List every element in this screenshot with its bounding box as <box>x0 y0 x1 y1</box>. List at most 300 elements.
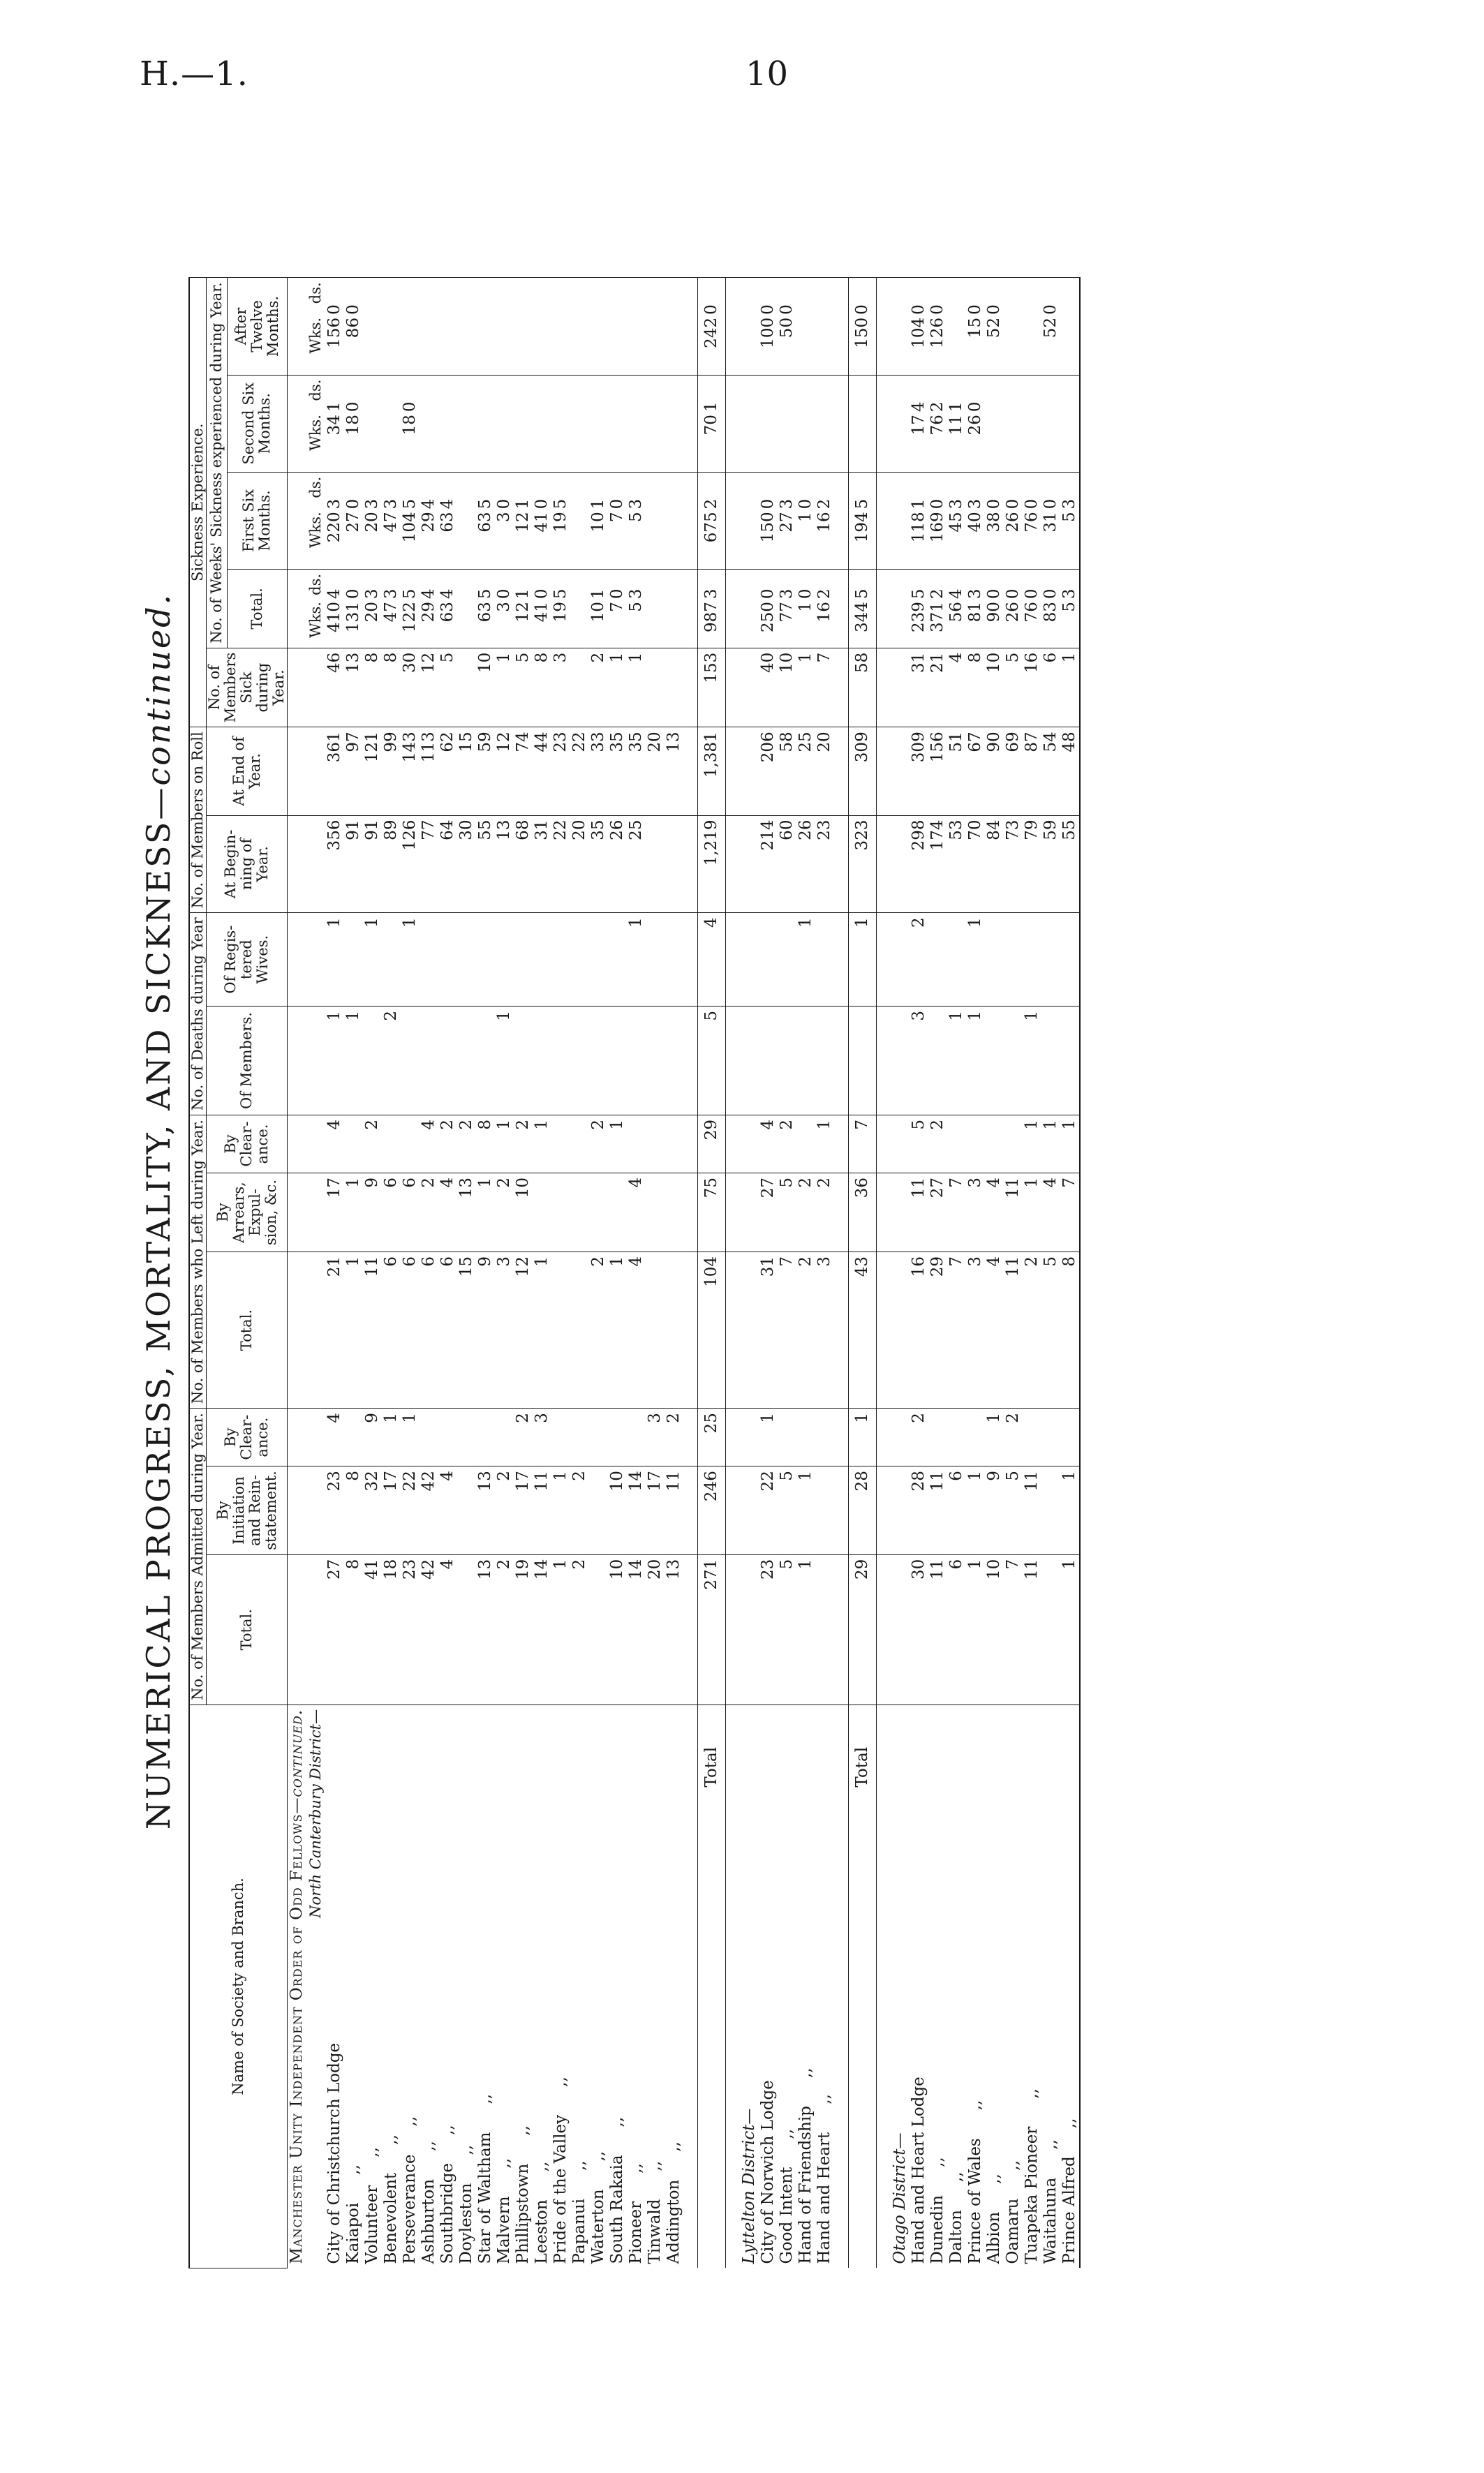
table-cell: 21 <box>928 648 947 727</box>
table-cell: 5 <box>551 569 570 600</box>
table-cell <box>589 1409 608 1466</box>
table-cell: 20 <box>363 600 382 648</box>
table-row <box>457 278 476 2268</box>
table-cell <box>646 648 665 727</box>
table-cell: 17 <box>382 1466 401 1555</box>
table-cell: 26 <box>1004 510 1023 569</box>
table-cell <box>627 375 646 413</box>
table-cell: 7 <box>1060 1173 1080 1252</box>
table-cell <box>665 278 683 316</box>
table-cell: 1 <box>1023 1173 1041 1252</box>
table-row <box>476 278 495 2268</box>
table-cell: 27 <box>759 1173 778 1252</box>
table-cell: 35 <box>627 727 646 815</box>
table-cell: 1 <box>514 472 533 510</box>
table-cell: 1 <box>849 913 877 1007</box>
table-cell: 27 <box>778 510 796 569</box>
table-cell: 2 <box>928 1115 947 1173</box>
table-cell: 4 <box>759 1115 778 1173</box>
table-cell <box>570 1173 589 1252</box>
table-cell: 22 <box>759 1466 778 1555</box>
table-cell <box>457 375 476 413</box>
branch-label: Total <box>853 1746 871 1788</box>
table-cell <box>608 316 627 375</box>
unit-wks: Wks. <box>306 600 325 648</box>
ditto-mark: ,, <box>928 2157 947 2167</box>
table-cell: 76 <box>1023 510 1041 569</box>
ditto-mark: ,, <box>985 2174 1003 2184</box>
table-cell <box>363 375 382 413</box>
col-admitted-init: By Initiation and Rein-statement. <box>207 1466 288 1555</box>
table-cell <box>514 278 533 316</box>
table-cell: 13 <box>344 648 363 727</box>
table-cell: 29 <box>420 510 438 569</box>
table-cell: 126 <box>928 316 947 375</box>
table-cell: 3 <box>551 648 570 727</box>
table-cell: 5 <box>1004 648 1023 727</box>
table-cell: 23 <box>551 727 570 815</box>
table-cell: 121 <box>363 727 382 815</box>
branch-label: Total <box>702 1746 720 1788</box>
table-cell <box>570 600 589 648</box>
table-cell: 59 <box>1041 815 1060 913</box>
table-cell <box>551 316 570 375</box>
table-cell: 3 <box>382 472 401 510</box>
table-cell: 23 <box>815 815 834 913</box>
ditto-mark: ,, <box>815 2094 833 2104</box>
table-cell: 5 <box>849 472 877 510</box>
table-cell <box>495 278 514 316</box>
total-row-north-canterbury <box>698 278 726 2268</box>
table-cell: 11 <box>1023 1554 1041 1705</box>
table-cell: 30 <box>457 815 476 913</box>
table-cell: 7 <box>1004 1554 1023 1705</box>
table-cell <box>646 815 665 913</box>
table-cell: 2 <box>815 569 834 600</box>
table-cell: 0 <box>1041 278 1060 316</box>
table-cell <box>457 413 476 472</box>
table-row <box>344 278 363 2268</box>
district-heading: Lyttelton District— <box>740 1705 759 2268</box>
table-cell <box>985 913 1004 1007</box>
branch-label: Hand of Friendship <box>796 2106 815 2264</box>
table-cell <box>495 375 514 413</box>
table-cell: 1 <box>698 375 726 413</box>
table-cell <box>551 375 570 413</box>
table-cell: 410 <box>325 600 344 648</box>
table-cell: 70 <box>698 413 726 472</box>
table-cell: 7 <box>608 600 627 648</box>
ditto-mark: ,, <box>401 2116 419 2127</box>
table-cell: 5 <box>778 1554 796 1705</box>
table-cell: 5 <box>476 472 495 510</box>
col-deaths-members: Of Members. <box>207 1007 288 1115</box>
table-cell: 17 <box>646 1466 665 1555</box>
table-cell <box>608 375 627 413</box>
branch-name <box>551 1705 570 2268</box>
col-left-group: No. of Members who Left during Year. <box>189 1115 207 1409</box>
table-cell: 1 <box>796 1466 815 1555</box>
table-cell: 2 <box>495 1466 514 1555</box>
table-cell: 246 <box>698 1466 726 1555</box>
table-cell: 5 <box>1041 1252 1060 1409</box>
table-cell: 1 <box>533 1252 551 1409</box>
table-cell: 13 <box>476 1466 495 1555</box>
branch-label: Star of Waltham <box>476 2132 494 2264</box>
district-heading-row-otago <box>891 278 910 2268</box>
table-cell <box>344 913 363 1007</box>
table-cell: 5 <box>438 648 457 727</box>
branch-label: Benevolent <box>382 2172 400 2264</box>
table-cell: 14 <box>627 1466 646 1555</box>
table-row <box>551 278 570 2268</box>
table-cell: 675 <box>698 510 726 569</box>
table-cell: 1 <box>344 1007 363 1115</box>
branch-label: City of Christchurch Lodge <box>325 2042 343 2264</box>
table-cell: 74 <box>514 727 533 815</box>
branch-name <box>778 1705 796 2268</box>
table-cell: 42 <box>420 1466 438 1555</box>
table-cell: 8 <box>1060 1252 1080 1409</box>
branch-label: Hand and Heart Lodge <box>910 2077 928 2264</box>
table-cell <box>665 648 683 727</box>
table-cell <box>966 1409 985 1466</box>
table-cell: 10 <box>985 648 1004 727</box>
table-cell <box>778 913 796 1007</box>
table-cell <box>665 600 683 648</box>
table-cell <box>928 913 947 1007</box>
table-cell: 29 <box>420 600 438 648</box>
table-cell: 5 <box>627 510 646 569</box>
table-cell: 0 <box>966 278 985 316</box>
table-cell: 27 <box>928 1173 947 1252</box>
table-cell <box>646 1007 665 1115</box>
table-cell <box>627 1007 646 1115</box>
table-cell <box>457 1007 476 1115</box>
table-cell: 5 <box>778 1173 796 1252</box>
table-cell: 89 <box>382 815 401 913</box>
table-cell <box>665 815 683 913</box>
table-cell: 6 <box>401 1252 420 1409</box>
table-cell <box>589 1554 608 1705</box>
table-cell: 13 <box>476 1554 495 1705</box>
table-cell <box>589 316 608 375</box>
table-cell: 1 <box>985 1409 1004 1466</box>
table-cell: 1 <box>627 913 646 1007</box>
table-cell: 40 <box>966 510 985 569</box>
table-cell: 29 <box>849 1554 877 1705</box>
col-weeks-total: Total. <box>227 569 287 648</box>
table-cell: 1 <box>551 1466 570 1555</box>
table-cell: 10 <box>985 1554 1004 1705</box>
table-cell: 43 <box>849 1252 877 1409</box>
branch-name <box>665 1705 683 2268</box>
table-cell: 987 <box>698 600 726 648</box>
table-cell: 6 <box>420 1252 438 1409</box>
table-cell: 68 <box>514 815 533 913</box>
table-cell: 1 <box>363 913 382 1007</box>
table-cell: 83 <box>1041 600 1060 648</box>
table-cell <box>966 1115 985 1173</box>
table-cell: 15 <box>457 727 476 815</box>
table-cell <box>1004 278 1023 316</box>
table-cell <box>401 1007 420 1115</box>
branch-name <box>401 1705 420 2268</box>
col-sick-members: No. of Members Sick during Year. <box>207 648 288 727</box>
table-cell <box>646 510 665 569</box>
table-cell <box>570 1252 589 1409</box>
table-cell <box>627 413 646 472</box>
table-cell <box>1041 913 1060 1007</box>
table-cell <box>1023 413 1041 472</box>
branch-name <box>646 1705 665 2268</box>
table-cell: 10 <box>778 648 796 727</box>
table-cell <box>1060 278 1080 316</box>
branch-label: Perseverance <box>401 2154 419 2264</box>
table-cell <box>344 1409 363 1466</box>
table-cell <box>608 913 627 1007</box>
table-cell <box>589 913 608 1007</box>
table-cell <box>533 1173 551 1252</box>
table-cell: 10 <box>608 1554 627 1705</box>
spacer-row <box>726 278 741 2268</box>
table-cell: 0 <box>344 569 363 600</box>
table-cell <box>646 472 665 510</box>
table-cell: 1 <box>608 1115 627 1173</box>
table-cell: 3 <box>966 569 985 600</box>
table-cell: 3 <box>363 569 382 600</box>
table-cell: 6 <box>1041 648 1060 727</box>
table-cell: 0 <box>495 569 514 600</box>
branch-label: Pride of the Valley <box>551 2114 570 2264</box>
col-roll-group: No. of Members on Roll <box>189 727 207 913</box>
table-cell: 323 <box>849 815 877 913</box>
table-cell <box>382 913 401 1007</box>
report-code: H.—1. <box>140 54 248 94</box>
ditto-mark: ,, <box>1060 2118 1078 2129</box>
ditto-mark: ,, <box>627 2163 645 2174</box>
table-cell <box>778 413 796 472</box>
table-cell <box>1023 278 1041 316</box>
branch-label: Malvern <box>495 2196 513 2264</box>
table-cell: 5 <box>551 472 570 510</box>
table-row <box>570 278 589 2268</box>
table-cell: 2 <box>1023 1252 1041 1409</box>
table-cell: 0 <box>985 278 1004 316</box>
table-cell <box>514 413 533 472</box>
table-cell: 79 <box>1023 815 1041 913</box>
branch-name <box>1023 1705 1041 2268</box>
table-cell: 2 <box>928 569 947 600</box>
table-cell <box>646 1115 665 1173</box>
table-cell <box>438 1409 457 1466</box>
table-cell: 3 <box>910 1007 928 1115</box>
table-cell <box>646 413 665 472</box>
table-cell: 7 <box>778 1252 796 1409</box>
table-cell: 25 <box>796 727 815 815</box>
units-row <box>306 278 325 2268</box>
table-cell <box>796 1409 815 1466</box>
table-cell: 6 <box>947 1466 966 1555</box>
table-cell <box>570 1007 589 1115</box>
total-label <box>849 1705 877 2268</box>
table-cell <box>778 375 796 413</box>
table-cell: 11 <box>1004 1173 1023 1252</box>
table-cell: 1 <box>966 1466 985 1555</box>
table-cell: 12 <box>420 648 438 727</box>
table-cell <box>608 278 627 316</box>
table-cell: 153 <box>698 648 726 727</box>
table-cell: 0 <box>1041 569 1060 600</box>
table-cell <box>759 413 778 472</box>
branch-name <box>759 1705 778 2268</box>
table-cell: 0 <box>928 472 947 510</box>
table-cell <box>570 472 589 510</box>
society-continued: continued. <box>288 1709 306 1797</box>
table-cell: 1 <box>1060 1554 1080 1705</box>
table-cell: 122 <box>401 600 420 648</box>
table-cell: 28 <box>849 1466 877 1555</box>
table-cell <box>420 913 438 1007</box>
col-left-arrears: By Arrears, Expul-sion, &c. <box>207 1173 288 1252</box>
table-cell: 4 <box>438 1466 457 1555</box>
table-cell: 2 <box>589 648 608 727</box>
table-cell <box>382 278 401 316</box>
ditto-mark: ,, <box>570 2160 588 2171</box>
table-cell <box>570 1115 589 1173</box>
table-cell <box>570 569 589 600</box>
table-cell <box>665 375 683 413</box>
table-cell: 4 <box>947 569 966 600</box>
spacer-row <box>877 278 891 2268</box>
table-cell <box>401 1115 420 1173</box>
table-cell <box>551 413 570 472</box>
table-cell: 6 <box>438 1252 457 1409</box>
table-cell: 29 <box>698 1115 726 1173</box>
table-cell: 4 <box>698 913 726 1007</box>
col-weeks-second: Second Six Months. <box>227 375 287 472</box>
table-cell: 11 <box>910 1173 928 1252</box>
table-cell: 1 <box>514 569 533 600</box>
table-cell <box>551 1007 570 1115</box>
table-cell: 23 <box>759 1554 778 1705</box>
table-cell <box>815 1409 834 1466</box>
table-cell: 5 <box>1060 600 1080 648</box>
table-cell: 2 <box>382 1007 401 1115</box>
rotated-page-content <box>140 133 1431 2289</box>
table-cell: 8 <box>363 648 382 727</box>
table-cell: 26 <box>966 413 985 472</box>
table-cell <box>1004 1007 1023 1115</box>
table-cell: 56 <box>947 600 966 648</box>
table-cell: 1 <box>382 1409 401 1466</box>
table-cell <box>665 316 683 375</box>
table-cell: 63 <box>476 510 495 569</box>
table-cell: 11 <box>1004 1252 1023 1409</box>
table-cell: 2 <box>570 1554 589 1705</box>
table-cell: 1 <box>849 1409 877 1466</box>
district-heading-north-canterbury: North Canterbury District— <box>306 1705 325 2268</box>
table-cell: 27 <box>325 1554 344 1705</box>
branch-label: Prince Alfred <box>1060 2156 1078 2264</box>
table-cell: 5 <box>698 1007 726 1115</box>
spacer-row <box>683 278 698 2268</box>
table-cell <box>646 1252 665 1409</box>
table-cell: 58 <box>778 727 796 815</box>
table-cell <box>1041 1409 1060 1466</box>
table-cell: 16 <box>910 1252 928 1409</box>
table-cell: 46 <box>325 648 344 727</box>
table-cell <box>928 1409 947 1466</box>
table-cell <box>665 1115 683 1173</box>
branch-name <box>966 1705 985 2268</box>
table-cell: 75 <box>698 1173 726 1252</box>
table-cell: 0 <box>698 278 726 316</box>
table-cell <box>495 316 514 375</box>
table-cell: 1 <box>401 1409 420 1466</box>
table-cell: 126 <box>401 815 420 913</box>
table-cell <box>589 1173 608 1252</box>
table-cell <box>665 413 683 472</box>
table-cell <box>570 316 589 375</box>
table-cell <box>985 413 1004 472</box>
total-label <box>698 1705 726 2268</box>
table-row <box>1023 278 1041 2268</box>
table-cell <box>363 316 382 375</box>
table-cell: 0 <box>608 569 627 600</box>
table-cell: 55 <box>1060 815 1080 913</box>
table-cell: 8 <box>344 1554 363 1705</box>
table-cell: 7 <box>849 1115 877 1173</box>
table-cell <box>849 1007 877 1115</box>
table-cell: 11 <box>363 1252 382 1409</box>
table-cell <box>476 1007 495 1115</box>
table-cell <box>551 913 570 1007</box>
table-cell: 20 <box>646 727 665 815</box>
table-cell: 3 <box>966 1173 985 1252</box>
table-cell: 53 <box>947 815 966 913</box>
table-cell <box>551 278 570 316</box>
table-cell: 22 <box>551 815 570 913</box>
table-row <box>363 278 382 2268</box>
table-cell: 7 <box>947 1252 966 1409</box>
table-cell: 4 <box>910 375 928 413</box>
branch-label: City of Norwich Lodge <box>759 2080 777 2264</box>
table-cell: 7 <box>947 1173 966 1252</box>
table-cell: 1 <box>796 648 815 727</box>
table-cell: 15 <box>966 316 985 375</box>
table-cell: 29 <box>928 1252 947 1409</box>
table-cell: 1 <box>495 648 514 727</box>
table-cell: 91 <box>344 815 363 913</box>
branch-name <box>438 1705 457 2268</box>
total-row-lyttelton <box>849 278 877 2268</box>
col-sickness-group: Sickness Experience. <box>189 278 207 727</box>
table-cell: 3 <box>382 569 401 600</box>
table-cell <box>1041 413 1060 472</box>
table-cell: 5 <box>1060 510 1080 569</box>
table-cell: 4 <box>420 569 438 600</box>
table-cell: 3 <box>966 472 985 510</box>
table-cell <box>1041 1007 1060 1115</box>
table-cell <box>1023 375 1041 413</box>
table-cell: 131 <box>344 600 363 648</box>
table-row <box>759 278 778 2268</box>
branch-label: Phillipstown <box>514 2163 532 2264</box>
table-cell: 38 <box>985 510 1004 569</box>
table-cell: 20 <box>815 727 834 815</box>
table-row <box>495 278 514 2268</box>
